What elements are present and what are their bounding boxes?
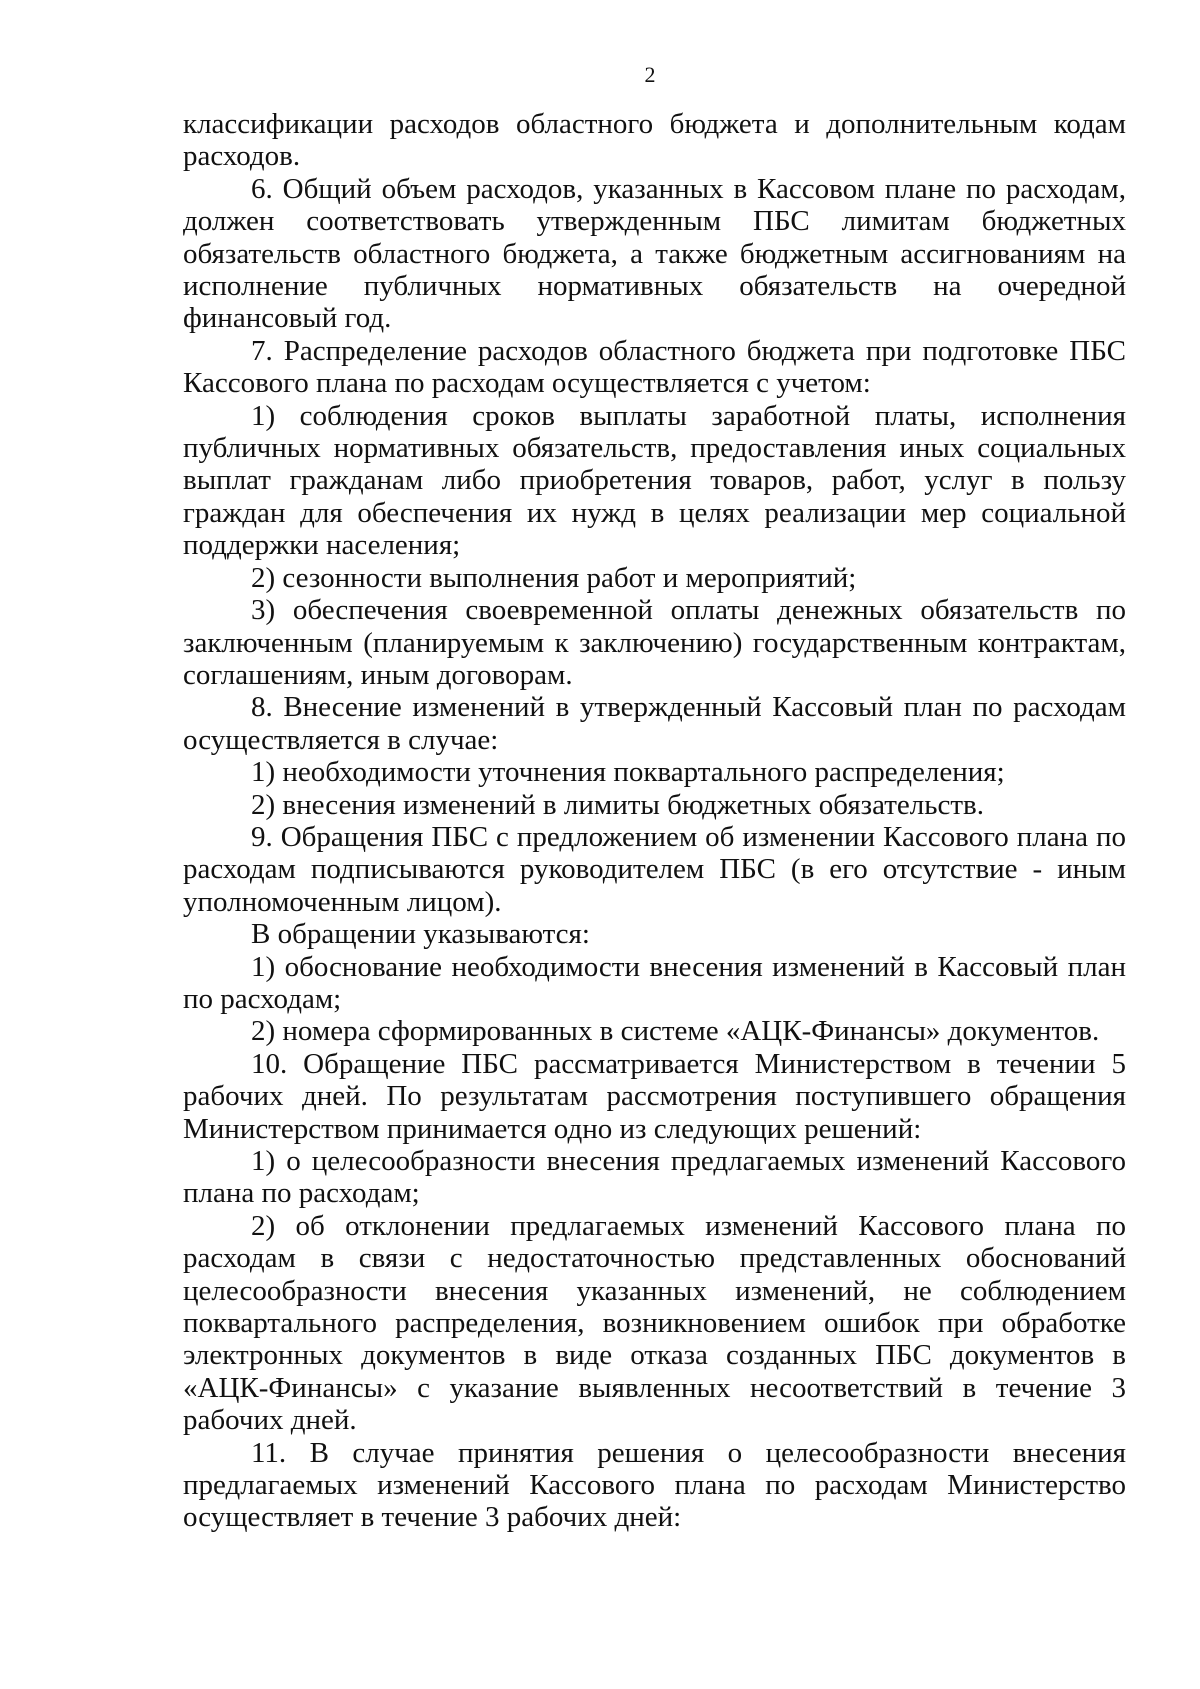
paragraph-10-item-2: 2) об отклонении предлагаемых изменений Кассового плана по расходам в связи с недостаточностью представленных обоснований целесообразности внесения указанных изменений, не соблюдением поквартального распределения, возникновением ошибок при обработке электронных документов в виде отказа созданных ПБС документов в «АЦК-Финансы» с указание выявленных несоответствий в течение 3 рабочих дней. xyxy=(183,1209,1126,1437)
paragraph-10: 10. Обращение ПБС рассматривается Министерством в течении 5 рабочих дней. По результатам рассмотрения поступившего обращения Министерством принимается одно из следующих решений: xyxy=(183,1047,1126,1145)
paragraph-8-item-2: 2) внесения изменений в лимиты бюджетных обязательств. xyxy=(251,788,984,821)
paragraph-7-item-3: 3) обеспечения своевременной оплаты денежных обязательств по заключенным (планируемым к заключению) государственным контрактам, соглашениям, иным договорам. xyxy=(183,594,1126,691)
page-number: 2 xyxy=(644,62,656,87)
paragraph-continuation: классификации расходов областного бюджета и дополнительным кодам расходов. xyxy=(183,108,1126,173)
paragraph-9-intro: В обращении указываются: xyxy=(251,918,590,951)
paragraph-9-item-1: 1) обоснование необходимости внесения изменений в Кассовый план по расходам; xyxy=(183,950,1126,1015)
paragraph-10-item-1: 1) о целесообразности внесения предлагаемых изменений Кассового плана по расходам; xyxy=(183,1145,1126,1210)
document-body xyxy=(183,108,1126,1534)
paragraph-8: 8. Внесение изменений в утвержденный Кассовый план по расходам осуществляется в случае: xyxy=(183,691,1126,756)
paragraph-7-item-2: 2) сезонности выполнения работ и мероприятий; xyxy=(251,561,857,594)
paragraph-7: 7. Распределение расходов областного бюджета при подготовке ПБС Кассового плана по расходам осуществляется с учетом: xyxy=(183,334,1126,400)
paragraph-9-item-2: 2) номера сформированных в системе «АЦК-Финансы» документов. xyxy=(251,1015,1100,1048)
paragraph-6: 6. Общий объем расходов, указанных в Кассовом плане по расходам, должен соответствовать утвержденным ПБС лимитам бюджетных обязательств областного бюджета, а также бюджетным ассигнованиям на исполнение публичных нормативных обязательств на очередной финансовый год. xyxy=(183,172,1126,335)
paragraph-11: 11. В случае принятия решения о целесообразности внесения предлагаемых изменений Кассового плана по расходам Министерство осуществляет в течение 3 рабочих дней: xyxy=(183,1436,1126,1534)
paragraph-7-item-1: 1) соблюдения сроков выплаты заработной платы, исполнения публичных нормативных обязательств, предоставления иных социальных выплат гражданам либо приобретения товаров, работ, услуг в пользу граждан для обеспечения их нужд в целях реализации мер социальной поддержки населения; xyxy=(183,399,1126,562)
paragraph-9: 9. Обращения ПБС с предложением об изменении Кассового плана по расходам подписываются руководителем ПБС (в его отсутствие - иным уполномоченным лицом). xyxy=(183,820,1126,918)
paragraph-8-item-1: 1) необходимости уточнения поквартального распределения; xyxy=(251,756,1005,789)
